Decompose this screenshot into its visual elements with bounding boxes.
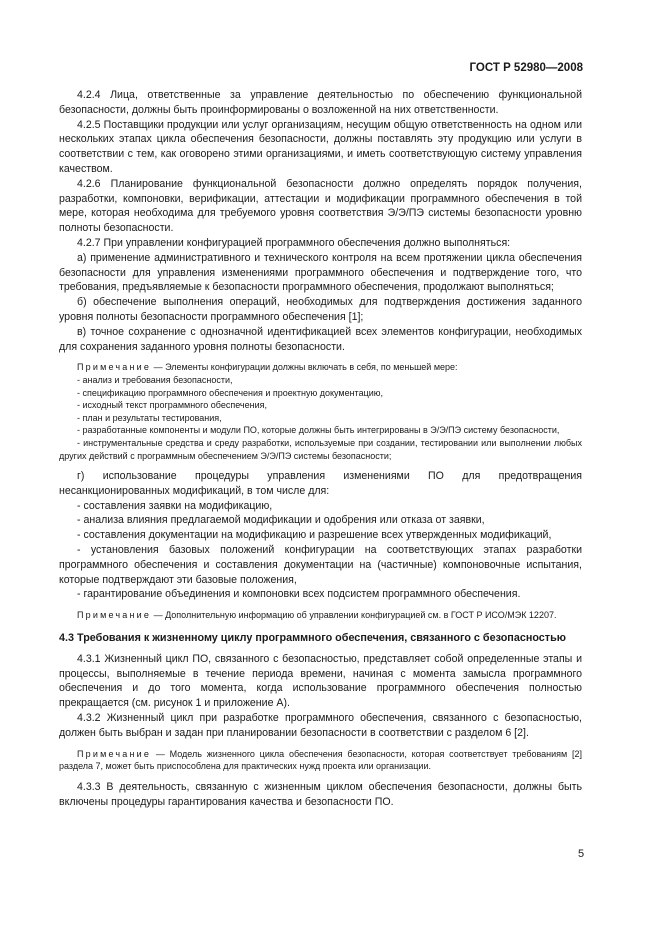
standard-header: ГОСТ Р 52980—2008: [469, 62, 583, 74]
note-text: — Модель жизненного цикла обеспечения безопасности, которая соответствует требованиям [2] раздела 7, может быть приспособлена для практических нужд проекта или организации.: [59, 748, 582, 772]
note-label: Примечание: [77, 610, 152, 621]
item-g: г) использование процедуры управления изменениями ПО для предотвращения несанкционированных модификаций, в том числе для:: [59, 470, 582, 497]
note-list-item: - спецификацию программного обеспечения и проектную документацию,: [77, 387, 384, 398]
note-label: Примечание: [77, 362, 152, 373]
paragraph-4-3-2: 4.3.2 Жизненный цикл при разработке программного обеспечения, связанного с безопасностью, должен быть выбран и задан при планировании безопасности в соответствии с разделом 6 [2].: [59, 712, 582, 739]
note-list-item: - план и результаты тестирования,: [77, 412, 222, 423]
paragraph-4-2-6: 4.2.6 Планирование функциональной безопасности должно определять порядок получения, разработки, компоновки, верификации, аттестации и модификации программного обеспечения в той мере, которая необходима для требуемого уровня соответствия Э/Э/ПЭ системы безопасности уровню полноты безопасности.: [59, 177, 582, 235]
page-number: 5: [578, 848, 585, 860]
note-label: Примечание: [77, 748, 152, 759]
note-list-item: - разработанные компоненты и модули ПО, которые должны быть интегрированы в Э/Э/ПЭ систему безопасности,: [77, 425, 560, 436]
item-a: а) применение административного и технического контроля на всем протяжении цикла обеспечения безопасности для управления изменениями программного обеспечения и подтверждение того, что требования, предъявляемые к безопасности программного обеспечения, продолжают выполняться;: [59, 251, 582, 294]
section-4-3-title: 4.3 Требования к жизненному циклу программного обеспечения, связанного с безопасностью: [59, 631, 566, 644]
document-body: [59, 88, 582, 809]
note-list-item: - инструментальные средства и среду разработки, используемые при создании, тестировании или выполнении любых других действий с программным обеспечением Э/Э/ПЭ системы безопасности;: [59, 437, 582, 461]
list-item: - составления заявки на модификацию,: [77, 499, 273, 512]
note-list-item: - анализ и требования безопасности,: [77, 374, 233, 385]
paragraph-4-2-4: 4.2.4 Лица, ответственные за управление деятельностью по обеспечению функциональной безопасности, должны быть проинформированы о возложенной на них ответственности.: [59, 89, 582, 116]
list-item: - установления базовых положений конфигурации на соответствующих этапах разработки программного обеспечения и составления документации на (частичные) компоновочные испытания, которые подтверждают эти базовые положения,: [59, 544, 582, 586]
list-item: - гарантирование объединения и компоновки всех подсистем программного обеспечения.: [77, 588, 521, 601]
list-item: - составления документации на модификацию и разрешение всех утвержденных модификаций,: [77, 529, 552, 542]
note-text: — Элементы конфигурации должны включать в себя, по меньшей мере:: [151, 362, 458, 373]
paragraph-4-3-3: 4.3.3 В деятельность, связанную с жизненным циклом обеспечения безопасности, должны быть включены процедуры гарантирования качества и безопасности ПО.: [59, 780, 582, 808]
note-list-item: - исходный текст программного обеспечения,: [77, 400, 267, 411]
item-v: в) точное сохранение с однозначной идентификацией всех элементов конфигурации, необходимых для сохранения заданного уровня полноты безопасности.: [59, 325, 582, 353]
item-b: б) обеспечение выполнения операций, необходимых для подтверждения достижения заданного уровня полноты безопасности программного обеспечения [1];: [59, 296, 582, 323]
note-lifecycle-model: [59, 748, 582, 773]
list-item: - анализа влияния предлагаемой модификации и одобрения или отказа от заявки,: [77, 514, 485, 527]
note-additional-info: [59, 609, 582, 622]
note-text: — Дополнительную информацию об управлении конфигурацией см. в ГОСТ Р ИСО/МЭК 12207.: [151, 610, 557, 621]
paragraph-4-2-5: 4.2.5 Поставщики продукции или услуг организациям, несущим общую ответственность на одном или нескольких этапах цикла обеспечения безопасности, должны поставлять эту продукцию или услуги в соответствии с тем, как оговорено этими организациями, и иметь соответствующую систему управления качеством.: [59, 118, 582, 175]
paragraph-4-2-7: 4.2.7 При управлении конфигурацией программного обеспечения должно выполняться:: [77, 236, 511, 249]
paragraph-4-3-1: 4.3.1 Жизненный цикл ПО, связанного с безопасностью, представляет собой определенные этапы и процессы, выполняемые в течение периода времени, начиная с момента замысла программного обеспечения и до того момента, когда использование программного обеспечения полностью прекращается (см. рисунок 1 и приложение А).: [59, 652, 582, 710]
note-list: [59, 374, 582, 462]
note-config-elements: [59, 361, 582, 374]
